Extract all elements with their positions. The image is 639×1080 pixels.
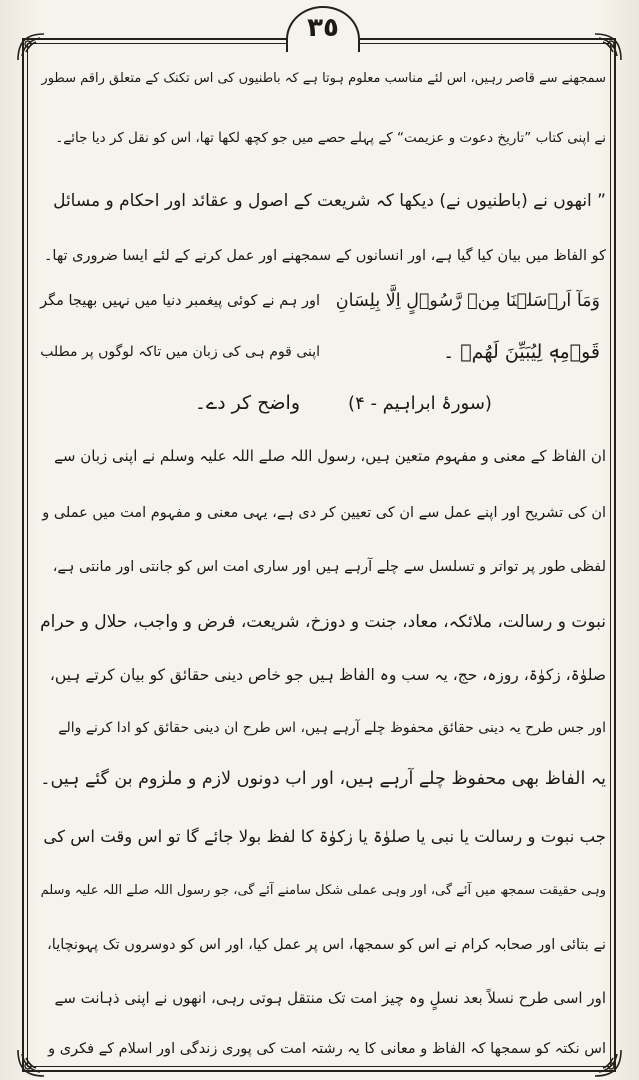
text-line: اور اسی طرح نسلاً بعد نسلٍ وہ چیز امت تک منتقل ہوتی رہی، انھوں نے اپنی ذہانت سے [54,989,606,1007]
text-line: اس نکتہ کو سمجھا کہ الفاظ و معانی کا یہ رشتہ امت کی پوری زندگی اور اسلام کے فکری و [48,1041,606,1057]
quoted-text-line: ” انھوں نے (باطنیوں نے) دیکھا کہ شریعت کے اصول و عقائد اور احکام و مسائل [53,191,606,211]
quran-verse-line: وَمَآ اَرۡسَلۡنَا مِنۡ رَّسُوۡلٍ اِلَّا بِلِسَانِ [335,291,600,311]
text-line: یہ الفاظ بھی محفوظ چلے آرہے ہیں، اور اب دونوں لازم و ملزوم بن گئے ہیں۔ [40,769,606,789]
verse-translation-line: اور ہم نے کوئی پیغمبر دنیا میں نہیں بھیجا مگر [40,293,320,309]
page-number: ٣٥ [307,13,339,43]
corner-ornament-icon [593,32,623,62]
text-line: ان الفاظ کے معنی و مفہوم متعین ہیں، رسول اللہ صلے اللہ علیہ وسلم نے اپنی زبان سے [54,447,606,465]
text-line: جب نبوت و رسالت یا نبی یا صلوٰۃ یا زکوٰۃ کا لفظ بولا جائے گا تو اس وقت اس کی [43,827,606,846]
quran-verse-line: قَوۡمِهٖ لِيُبَيِّنَ لَهُمۡ ۔ [443,341,600,363]
text-line: نبوت و رسالت، ملائکہ، معاد، جنت و دوزخ، شریعت، فرض و واجب، حلال و حرام [40,612,606,632]
page-number-badge [286,6,360,52]
quoted-text-line: کو الفاظ میں بیان کیا گیا ہے، اور انسانوں کے سمجھنے اور عمل کرنے کے لئے ایسا ضروری تھا۔ [43,248,606,264]
text-line: ان کی تشریح اور اپنے عمل سے ان کی تعیین کر دی ہے، یہی معنی و مفہوم امت میں عملی و [42,505,606,521]
text-line: وہی حقیقت سمجھ میں آئے گی، اور وہی عملی شکل سامنے آئے گی، جو رسول اللہ صلے اللہ علیہ وسلم [40,883,606,898]
verse-reference: (سورۂ ابراہیم - ۴) [348,393,492,414]
text-line: نے اپنی کتاب ”تاریخ دعوت و عزیمت“ کے پہلے حصے میں جو کچھ لکھا تھا، اس کو نقل کر دیا جائے۔ [55,130,606,146]
text-line: لفظی طور پر تواتر و تسلسل سے چلے آرہے ہیں اور ساری امت اس کو جانتی اور مانتی ہے، [52,559,606,575]
corner-ornament-icon [16,32,46,62]
verse-translation-line: اپنی قوم ہی کی زبان میں تاکہ لوگوں پر مطلب [40,344,320,360]
text-line: نے بتائی اور صحابہ کرام نے اس کو سمجھا، اس پر عمل کیا، اور اس کو دوسروں تک پہونچایا، [47,937,606,953]
verse-translation-line: واضح کر دے۔ [194,392,300,414]
text-line: اور جس طرح یہ دینی حقائق محفوظ چلے آرہے ہیں، اس طرح ان دینی حقائق کو ادا کرنے والے [58,720,606,736]
text-line: سمجھنے سے قاصر رہیں، اس لئے مناسب معلوم ہوتا ہے کہ باطنیوں کی اس تکنک کے متعلق راقم سطور [41,71,606,86]
text-line: صلوٰۃ، زکوٰۃ، روزہ، حج، یہ سب وہ الفاظ ہیں جو خاص دینی حقائق کو بیان کرتے ہیں، [49,666,606,684]
